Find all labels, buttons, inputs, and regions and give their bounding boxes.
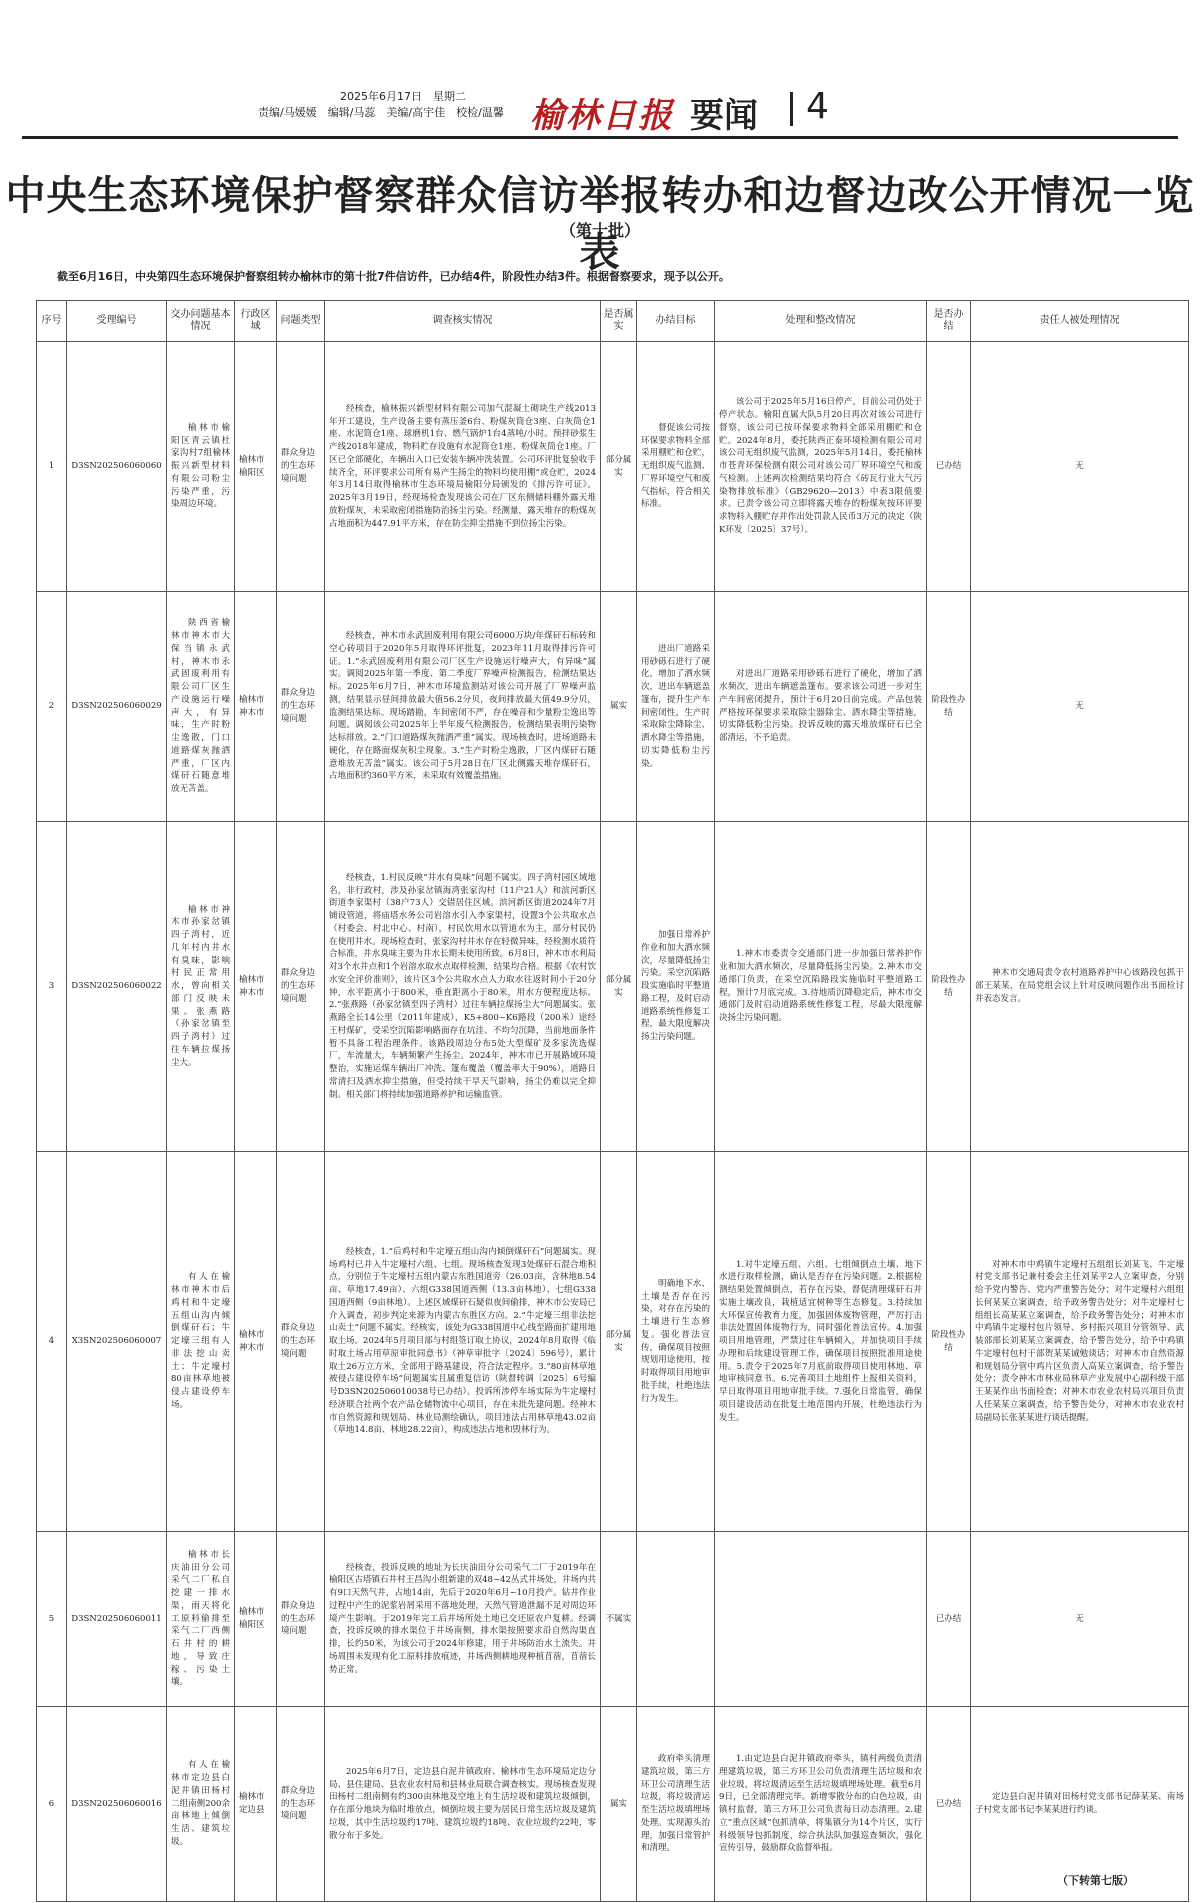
cell-region: 榆林市神木市 [235,1152,277,1532]
cell-closed: 已办结 [927,1707,971,1902]
cell-type: 群众身边的生态环境问题 [277,342,325,592]
cell-closed: 已办结 [927,342,971,592]
cell-closed: 已办结 [927,1532,971,1707]
table-row [37,1152,1189,1532]
header-type: 问题类型 [277,301,325,342]
header-accountability: 责任人被处理情况 [971,301,1189,342]
intro-paragraph: 截至6月16日，中央第四生态环境保护督察组转办榆林市的第十批7件信访件，已办结4件，阶段性办结3件。根据督察要求，现予以公开。 [57,270,730,283]
cell-rectification: 该公司于2025年5月16日停产，目前公司仍处于停产状态。榆阳直属大队5月20日再次对该公司进行督察，该公司已按环保要求物料全部采用棚贮和仓贮。2024年8月，委托陕西正泰环境检测有限公司对该公司无组织废气监测，2025年5月14日，委托榆林市苍青环保检测有限公司对该公司厂界环境空气和废气检测。上述两次检测结果均符合《砖瓦行业大气污染物排放标准》（GB29620—2013）中表3限值要求。已责令该公司立即将露天堆存的粉煤灰按环评要求物料入棚贮存并作出处罚款人民币3万元的决定（陕K环发〔2025〕37号）。 [715,342,927,592]
table-row [37,1707,1189,1902]
page-number: 4 [806,86,829,127]
cell-region: 榆林市神木市 [235,822,277,1152]
cell-goal: 加强日常养护作业和加大洒水频次，尽量降低扬尘污染。采空沉陷路段实施临时平整道路工程，及时启动道路系统性修复工程，最大限度解决扬尘污染问题。 [637,822,715,1152]
table-row [37,592,1189,822]
cell-issue: 陕西省榆林市神木市大保当镇永武村，神木市永武固废利用有限公司厂区生产设施运行噪声大，有异味，生产时粉尘逸散，门口道路煤灰抛洒严重，厂区内煤矸石随意堆放无苫盖。 [167,592,235,822]
cell-verified: 部分属实 [601,342,637,592]
cell-type: 群众身边的生态环境问题 [277,1532,325,1707]
header-id: 受理编号 [67,301,167,342]
cell-id: D3SN202506060016 [67,1707,167,1902]
cell-region: 榆林市神木市 [235,592,277,822]
cell-issue: 榆林市神木市孙家岔镇四子湾村，近几年村内井水有臭味，影响村民正常用水，曾向相关部门反映未果。张燕路（孙家岔镇至四子湾村）过往车辆拉煤扬尘大。 [167,822,235,1152]
header-issue: 交办问题基本情况 [167,301,235,342]
header-goal: 办结目标 [637,301,715,342]
cell-closed: 阶段性办结 [927,1152,971,1532]
cell-accountability: 神木市交通局责令农村道路养护中心该路段包抓干部王某某，在局党组会议上针对反映问题作出书面检讨并表态发言。 [971,822,1189,1152]
cell-id: D3SN202506060060 [67,342,167,592]
cell-issue: 有人在榆林市定边县白泥井镇田杨村二组南侧200余亩林地上倾倒生活、建筑垃圾。 [167,1707,235,1902]
header-rectification: 处理和整改情况 [715,301,927,342]
masthead-divider [790,92,793,126]
cell-investigation: 经核查，1.“后鸡村和牛定壕五组山沟内倾倒煤矸石”问题属实。现场鸡村已并入牛定壕村六组、七组。现场核查发现3处煤矸石混合堆积点，分别位于牛定壕村五组内蒙古东胜国道旁（26.03亩，含林地8.54亩、草地17.49亩）、六组G338国道西侧（13.3亩林地）、七组G338国道西侧（9亩林地）。上述区域煤矸石疑似夜间偷排，神木市公安局已介入调查，初步判定来源为内蒙古东胜区方向。2.“牛定壕三组非法挖山卖土”问题不属实。经核实，该处为G338国道中心线至路面扩建用地取土场。2024年5月项目部与村组签订取土协议，2024年8月取得《临时取土场占用草原审批同意书》（神草审批字〔2024〕596号），累计取土26万立方米，全部用于路基建设，符合法定程序。3.“80亩林草地被侵占建设停车场”问题属实且属重复信访（陕督转调〔2025〕6号编号D3SN202506010038号已办结）。投诉所涉停车场实际为牛定壕村经济联合社两个农产品仓储物流中心项目，存在未批先建问题。经神木市自然资源和规划局、林业局测绘确认，项目违法占用林草地43.02亩（草地14.8亩、林地28.22亩），构成违法占地和毁林行为。 [325,1152,601,1532]
cell-type: 群众身边的生态环境问题 [277,592,325,822]
cell-verified: 部分属实 [601,822,637,1152]
cell-region: 榆林市定边县 [235,1707,277,1902]
cell-no: 4 [37,1152,67,1532]
cell-accountability: 定边县白泥井镇对田杨村党支部书记薛某某、南场子村党支部书记李某某进行约谈。 [971,1707,1189,1902]
header-verified: 是否属实 [601,301,637,342]
cell-id: X3SN202506060007 [67,1152,167,1532]
cell-goal: 明确地下水、土壤是否存在污染，对存在污染的土壤进行生态修复。强化普法宣传，确保项目按照规划用途使用，按时取得项目用地审批手续，杜绝违法行为发生。 [637,1152,715,1532]
header-investigation: 调查核实情况 [325,301,601,342]
cell-closed: 阶段性办结 [927,822,971,1152]
cell-no: 1 [37,342,67,592]
cell-verified: 属实 [601,592,637,822]
cell-verified: 部分属实 [601,1152,637,1532]
cell-investigation: 经核查，1.村民反映“井水有臭味”问题不属实。四子湾村园区域地名，非行政村，涉及孙家岔镇海湾张家沟村（11户21人）和滨河新区街道李家渠村（38户73人）交错居住区域。滨河新区街道2024年7月铺设管道，将庙塔水务公司岩溶水引入李家渠村，设置3个公共取水点（村委会、村北中心、村南），村民饮用水以管道水为主，部分村民仍在使用井水。现场检查时，张家沟村井水存在轻微异味，经检测水质符合标准，井水臭味主要为井水长期未使用所致。6月8日，神木市水利局对3个水井点和1个岩溶水取水点取样检测，结果均合格。根据《农村饮水安全评价准则》，该片区3个公共取水点人力取水往返时间小于20分钟，水平距离小于800米，垂直距离小于80米，用水方便程度达标。2.“张燕路（孙家岔镇至四子湾村）过往车辆拉煤扬尘大”问题属实。张燕路全长14公里（2011年建成），K5+800~K6路段（200米）途经王村煤矿，受采空沉陷影响路面存在坑洼、不均匀沉降，当前地面条件暂不具备工程治理条件。该路段周边分布5处大型煤矿及多家洗选煤厂，车流量大，车辆频繁产生扬尘。2024年，神木市已开展路域环境整治，实施运煤车辆出厂冲洗、篷布覆盖（覆盖率大于90%），道路日常清扫及洒水抑尘措施，但受持续干旱天气影响，扬尘仍难以完全抑制。相关部门将持续加强道路养护和运输监管。 [325,822,601,1152]
cell-accountability: 无 [971,1532,1189,1707]
masthead [0,88,1200,134]
masthead-rule [22,136,1178,139]
cell-id: D3SN202506060022 [67,822,167,1152]
newspaper-logo: 榆林日报 [530,96,674,136]
page-title: 中央生态环境保护督察群众信访举报转办和边督边改公开情况一览表 [5,173,1195,276]
cell-verified: 不属实 [601,1532,637,1707]
cell-no: 3 [37,822,67,1152]
cell-id: D3SN202506060029 [67,592,167,822]
header-closed: 是否办结 [927,301,971,342]
cell-rectification [715,1532,927,1707]
cell-investigation: 经核查，神木市永武固废利用有限公司6000万块/年煤矸石标砖和空心砖项目于2020年5月取得环评批复，2023年11月取得排污许可证。1.“永武固废利用有限公司厂区生产设施运行噪声大，有异味”属实。调阅2025年第一季度、第二季度厂界噪声检测报告，检测结果达标。2025年6月7日，神木市环境监测站对该公司开展了厂界噪声监测，结果显示昼间排放最大值56.2分贝，夜间排放最大值49.9分贝，监测结果达标。现场踏勘，车间密闭不严，存在噪音和少量粉尘逸出等问题。调阅该公司2025年上半年废气检测报告，检测结果表明污染物达标排放。2.“门口道路煤灰抛洒严重”属实。现场核查时，进场道路未硬化，存在路面煤灰积尘现象。3.“生产时粉尘逸散，厂区内煤矸石随意堆放无苫盖”属实。该公司于5月28日在厂区北侧露天堆存煤矸石，占地面积约360平方米，未采取有效覆盖措施。 [325,592,601,822]
cell-no: 6 [37,1707,67,1902]
cell-investigation: 经核查，投诉反映的地址为长庆油田分公司采气二厂于2019年在榆阳区古塔镇石井村王昌沟小组新建的双48~42丛式井场处，井场内共有9口天然气井，占地14亩，先后于2020年6月~10月投产。钻井作业过程中产生的泥浆岩屑采用不落地处理，天然气管道泄漏不足对周边环境产生影响。于2019年完工后井场所处土地已交还原农户复耕。经调查，投诉反映的排水渠位于井场南侧，排水渠按照要求沿自然沟渠直排，长约50米，为该公司于2024年修建，用于井场防治水土流失。井场周围未发现有化工原料排放痕迹，井场西侧耕地现种植苜蓿，苜蓿长势正常。 [325,1532,601,1707]
cell-goal: 进出厂道路采用砂砾石进行了硬化，增加了洒水频次，进出车辆遮盖篷布，提升生产车间密闭性，生产时采取除尘降除尘、洒水降尘等措施，切实降低粉尘污染。 [637,592,715,822]
editor-credits: 责编/马媛媛 编辑/马蕊 美编/高宇佳 校检/温馨 [258,106,504,119]
cell-no: 5 [37,1532,67,1707]
cell-type: 群众身边的生态环境问题 [277,1707,325,1902]
page-subtitle: （第十批） [559,221,640,240]
table-header-row [37,301,1189,342]
table-row [37,342,1189,592]
cell-issue: 榆林市榆阳区青云镇杜家沟村7组榆林振兴新型材料有限公司粉尘污染严重，污染周边环境。 [167,342,235,592]
disclosure-table [36,300,1189,1902]
cell-accountability: 无 [971,342,1189,592]
cell-id: D3SN202506060011 [67,1532,167,1707]
section-name: 要闻 [690,96,758,136]
cell-closed: 阶段性办结 [927,592,971,822]
cell-issue: 榆林市长庆油田分公司采气二厂私自挖建一排水渠，雨天将化工原料偷排至采气二厂西侧石井村的耕地，导致庄稼、污染土壤。 [167,1532,235,1707]
cell-rectification: 1.由定边县白泥井镇政府牵头，镇村两级负责清理建筑垃圾，第三方环卫公司负责清理生活垃圾和农业垃圾，将垃圾清运至生活垃圾填埋场处理。截至6月9日，已全部清理完毕。新增零散分布的白色垃圾，由镇村监督，第三方环卫公司负责每日动态清理。2.建立“重点区域”包抓清单，将集镇分为14个片区，实行科级领导包抓制度，综合执法队加强巡查频次，强化宣传引导，鼓励群众监督举报。 [715,1707,927,1902]
cell-type: 群众身边的生态环境问题 [277,1152,325,1532]
table-row [37,1532,1189,1707]
issue-date: 2025年6月17日 星期二 [340,90,466,103]
cell-verified: 属实 [601,1707,637,1902]
cell-rectification: 1.神木市委责令交通部门进一步加强日常养护作业和加大洒水频次，尽量降低扬尘污染。2.神木市交通部门负责，在采空沉陷路段实施临时平整道路工程，预计7月底完成。3.待地质沉降稳定后，神木市交通部门及时启动道路系统性修复工程，尽最大限度解决扬尘污染问题。 [715,822,927,1152]
cell-issue: 有人在榆林市神木市后鸡村和牛定壕五组山沟内倾倒煤矸石；牛定壕三组有人非法挖山卖土；牛定壕村80亩林草地被侵占建设停车场。 [167,1152,235,1532]
cell-accountability: 无 [971,592,1189,822]
cell-rectification: 对进出厂道路采用砂砾石进行了硬化，增加了洒水频次，进出车辆遮盖篷布。要求该公司进一步对生产车间密闭提升，预计于6月20日前完成。产品包装严格按环保要求采取除尘器除尘、洒水降尘等措施，切实降低粉尘污染。投诉反映的露天堆放煤矸石已全部清运，不予追责。 [715,592,927,822]
cell-investigation: 经核查，榆林振兴新型材料有限公司加气混凝土砌块生产线2013年开工建设，生产设备主要有蒸压釜6台、粉煤灰筒仓3座、白灰筒仓1座、水泥筒仓1座、球磨机1台、燃气锅炉1台4蒸吨/小时。预拌砂浆生产线2018年建成，物料贮存设施有水泥筒仓1座、粉煤灰筒仓1座。厂区已全部硬化，车辆出入口已安装车辆冲洗装置。公司环评批复验收手续齐全，环评要求公司所有易产生扬尘的物料均使用棚“或仓贮，2024年3月14日取得榆林市生态环境局榆阳分局颁发的《排污许可证》。2025年3月19日，经现场检查发现该公司在厂区东侧储料棚外露天堆放粉煤灰，未采取密闭措施防治扬尘污染。经测量，露天堆存的粉煤灰占地面积为447.91平方米，存在防尘抑尘措施不到位扬尘污染。 [325,342,601,592]
table-row [37,822,1189,1152]
header-region: 行政区域 [235,301,277,342]
header-no: 序号 [37,301,67,342]
cell-accountability: 对神木市中鸡镇牛定壕村五组组长刘某飞、牛定壕村党支部书记兼村委会主任刘某平2人立案审查，分别给予党内警告、党内严重警告处分；对牛定壕村六组组长何某某立案调查，给予政务警告处分；对牛定壕村七组组长高某某立案调查，给予政务警告处分；对神木市中鸡镇牛定壕村包片领导、乡村振兴项目分管领导、武装部部长刘某某立案调查，给予警告处分，给予中鸡镇牛定壕村包村干部贺某某诫勉谈话；对神木市自然资源和规划局分管中鸡片区负责人高某立案调查，给予警告处分；责令神木市林业局林草产业发展中心副科级干部王某某作出书面检查；对神木市农业农村局兴项目负责人任某某立案调查，给予警告处分，对神木市农业农村局副局长张某某进行谈话提醒。 [971,1152,1189,1532]
cell-goal: 督促该公司按环保要求物料全部采用棚贮和仓贮，无组织废气监测、厂界环境空气和废气指标，符合相关标准。 [637,342,715,592]
cell-goal: 政府牵头清理建筑垃圾，第三方环卫公司清理生活垃圾，将垃圾清运至生活垃圾填埋场处理。实现源头治理，加强日常管护和清理。 [637,1707,715,1902]
cell-rectification: 1.对牛定壕五组、六组、七组倾倒点土壤、地下水进行取样检测，确认是否存在污染问题。2.根据检测结果处置倾倒点，若存在污染，督促清理煤矸石并实施土壤改良，栽植适宜树种等生态修复。3.持续加大环保宣传教育力度，加强固体废物管理，严厉打击非法处置固体废物行为，同时强化普法宣传。4.加强项目用地管理，严禁过往车辆倾入，并加快项目手续办理和后续建设管理工作，确保项目按照批准用途使用。5.责令于2025年7月底前取得项目使用林地、草地审核同意书。6.完善项目土地组件上报相关资料，早日取得项目用地审批手续。7.强化日常监管，确保项目建设活动在批复土地范围内开展，杜绝违法行为发生。 [715,1152,927,1532]
continued-note: （下转第七版） [1057,1874,1134,1887]
cell-region: 榆林市榆阳区 [235,1532,277,1707]
cell-no: 2 [37,592,67,822]
cell-region: 榆林市榆阳区 [235,342,277,592]
cell-goal [637,1532,715,1707]
cell-investigation: 2025年6月7日，定边县白泥井镇政府、榆林市生态环境局定边分局、县住建局、县农业农村局和县林业局联合调查核实。现场核查发现田杨村二组南侧有约300亩林地及空地上有生活垃圾和建筑垃圾倾倒，存在部分地块为临时堆放点，倾倒垃圾主要为居民日常生活垃圾及建筑垃圾，其中生活垃圾约17吨、建筑垃圾约18吨、农业垃圾约22吨，零散分布于多处。 [325,1707,601,1902]
cell-type: 群众身边的生态环境问题 [277,822,325,1152]
